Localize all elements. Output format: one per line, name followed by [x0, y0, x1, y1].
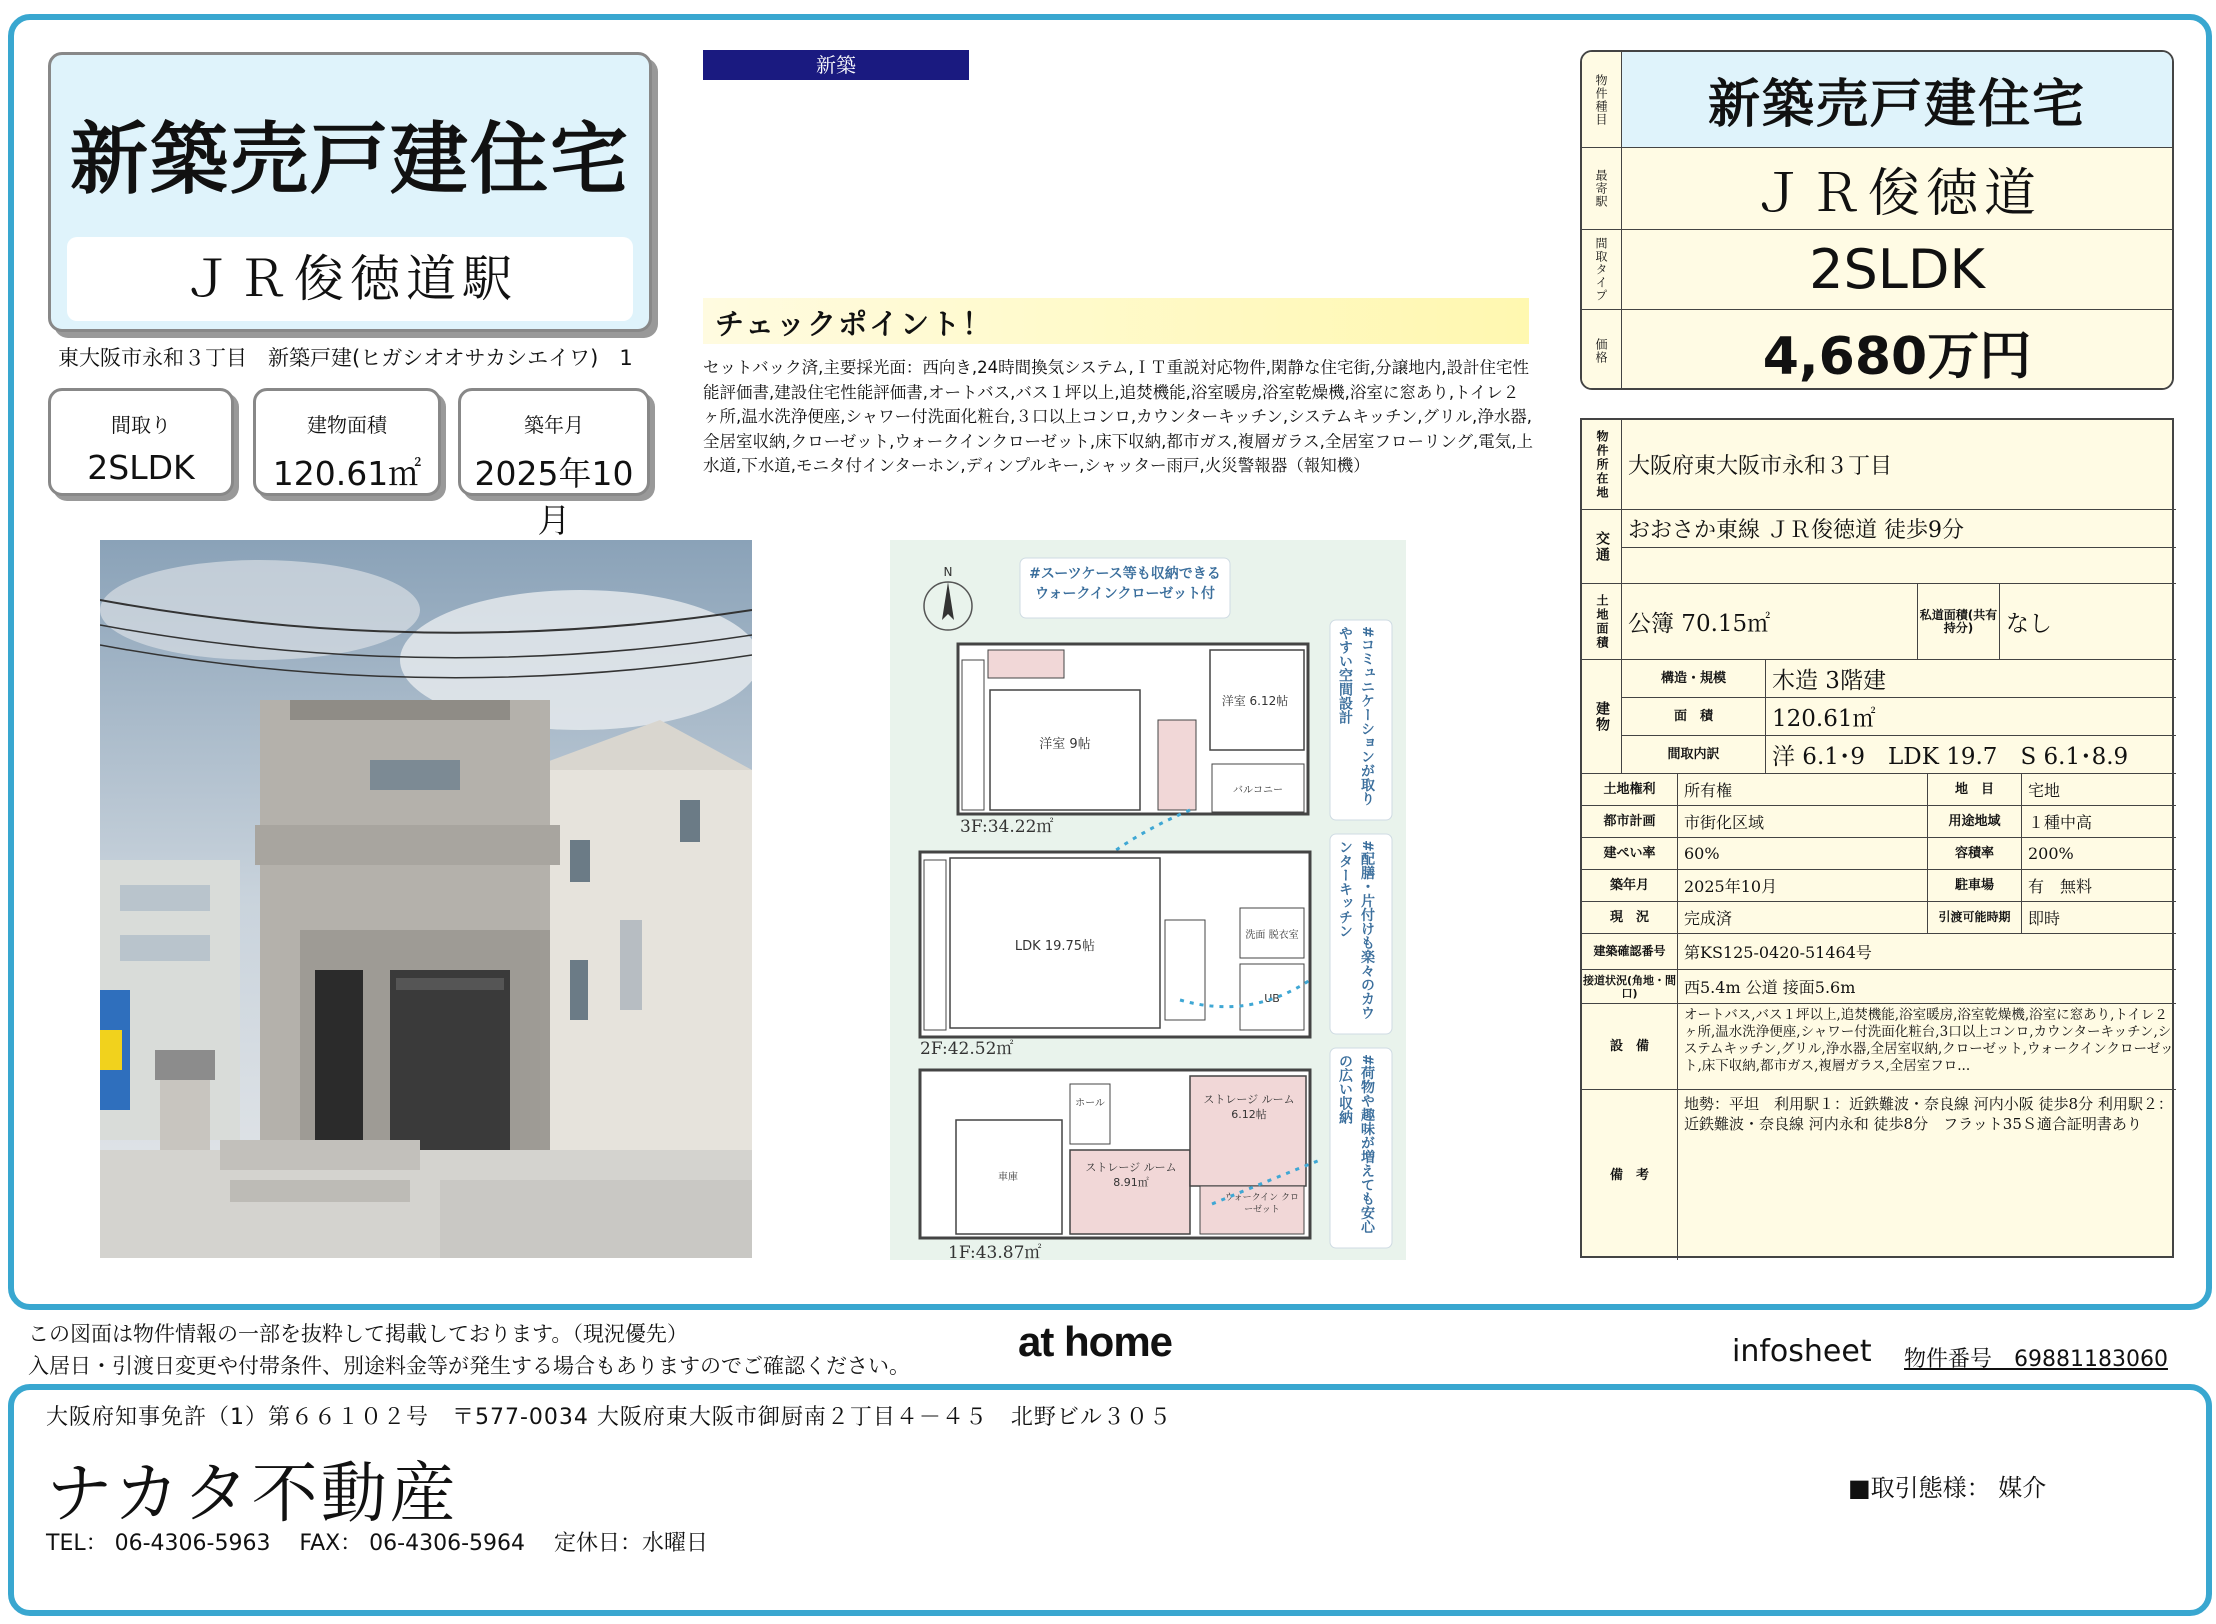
spec-built-date [458, 388, 650, 540]
floor-2f-label: 2F:42.52㎡ [920, 1039, 1014, 1059]
disclaimer-line-1: この図面は物件情報の一部を抜粋して掲載しております。（現況優先） [28, 1322, 688, 1346]
row-type [1582, 52, 2172, 148]
city-plan-label: 都市計画 [1582, 806, 1678, 838]
far-label: 容積率 [1928, 838, 2022, 870]
spec-label: 築年月 [524, 413, 584, 437]
summary-table [1580, 50, 2174, 390]
spec-value: 2025年10月 [474, 454, 634, 540]
room-3f-west: 洋室 9帖 [1039, 737, 1091, 752]
room-3f-east: 洋室 6.12帖 [1221, 694, 1289, 708]
spec-value: 120.61㎡ [272, 454, 422, 493]
walk-in-closet: ウォークイン クローゼット [1224, 1193, 1300, 1215]
private-road-label: 私道面積(共有持分) [1918, 584, 2000, 660]
land-rights-label: 土地権利 [1582, 774, 1678, 806]
type-label: 物件種目 [1582, 52, 1622, 147]
status-label: 現 況 [1582, 902, 1678, 934]
address-line: 東大阪市永和３丁目 新築戸建(ヒガシオオサカシエイワ) 1 [58, 346, 633, 370]
land-rights-value: 所有権 [1678, 774, 1928, 806]
floorplan-note-top: #スーツケース等も収納できる ウォークインクローゼット付 [1029, 566, 1221, 602]
detail-table [1580, 418, 2174, 1258]
price-label: 価格 [1582, 310, 1622, 390]
layout-value: 2SLDK [1809, 238, 1985, 301]
row-layout [1582, 230, 2172, 310]
company-name: ナカタ不動産 [46, 1455, 459, 1532]
structure-label: 構造・規模 [1622, 660, 1766, 698]
floorplan-note-2: #配膳・片付けも楽々のカウンターキッチン [1337, 840, 1375, 1020]
station-title: ＪＲ俊徳道駅 [182, 250, 518, 308]
land-category-value: 宅地 [2022, 774, 2176, 806]
station-value: ＪＲ俊徳道 [1751, 164, 2042, 224]
hall: ホール [1075, 1098, 1105, 1109]
built-value: 2025年10月 [1678, 870, 1928, 902]
area-label: 面 積 [1622, 698, 1766, 736]
parking-label: 駐車場 [1928, 870, 2022, 902]
land-value: 公簿 70.15㎡ [1622, 584, 1918, 660]
remarks-value: 地勢：平坦 利用駅１：近鉄難波・奈良線 河内小阪 徒歩8分 利用駅２：近鉄難波・奈良線 河内永和 徒歩8分 フラット35Ｓ適合証明書あり [1684, 1095, 2173, 1133]
new-badge: 新築 [703, 50, 969, 80]
infosheet-label: infosheet [1732, 1334, 1872, 1369]
floor-plan [890, 540, 1406, 1260]
handover-value: 即時 [2022, 902, 2176, 934]
built-label: 築年月 [1582, 870, 1678, 902]
spec-label: 建物面積 [307, 413, 387, 437]
balcony-3f: バルコニー [1233, 785, 1283, 796]
transport-value: おおさか東線 ＪＲ俊徳道 徒歩9分 [1622, 510, 2176, 548]
breakdown-value: 洋 6.1･9 LDK 19.7 S 6.1･8.9 [1766, 736, 2176, 774]
confirm-value: 第KS125-0420-51464号 [1678, 934, 2176, 970]
price-value: 4,680万円 [1762, 326, 2032, 387]
spec-value: 2SLDK [87, 448, 195, 487]
spec-building-area [253, 388, 441, 496]
row-station [1582, 148, 2172, 230]
city-plan-value: 市街化区域 [1678, 806, 1928, 838]
remarks-label: 備 考 [1582, 1090, 1678, 1260]
building-label: 建物 [1594, 700, 1610, 733]
type-value: 新築売戸建住宅 [1707, 75, 2086, 135]
garage: 車庫 [998, 1172, 1018, 1183]
checkpoint-header [703, 298, 1529, 344]
disclaimer-line-2: 入居日・引渡日変更や付帯条件、別途料金等が発生する場合もありますのでご確認ください。 [28, 1354, 910, 1378]
layout-label: 間取タイプ [1582, 230, 1622, 309]
storage-room-a: ストレージ ルーム 8.91㎡ [1085, 1161, 1177, 1189]
row-price [1582, 310, 2172, 390]
facilities-label: 設 備 [1582, 1004, 1678, 1090]
location-label: 物件所在地 [1595, 429, 1609, 500]
spec-layout [48, 388, 234, 496]
wash-room: 洗面 脱衣室 [1245, 930, 1299, 941]
checkpoint-text: セットバック済,主要採光面：西向き,24時間換気システム,ＩＴ重説対応物件,閑静な住宅街,分譲地内,設計住宅性能評価書,建設住宅性能評価書,オートバス,バス１坪以上,追焚機能,浴室暖房,浴室乾燥機,浴室に窓あり,トイレ２ヶ所,温水洗浄便座,シャワー付洗面化粧台,３口以上コンロ,カウンターキッチン,システムキッチン,グリル,浄水器,全居室収納,クローゼット,ウォークインクローゼット,床下収納,都市ガス,複層ガラス,全居室フローリング,電気,上水道,下水道,モニタ付インターホン,ディンプルキー,シャッター雨戸,火災警報器（報知機） [703, 358, 1533, 475]
north-label: N [943, 565, 953, 579]
floorplan-note-3: #荷物や趣味が増えても安心の広い収納 [1337, 1054, 1375, 1234]
private-road-value: なし [2000, 584, 2176, 660]
contact-line: TEL： 06-4306-5963 FAX： 06-4306-5964 定休日：水曜日 [46, 1531, 709, 1556]
status-value: 完成済 [1678, 902, 1928, 934]
coverage-value: 60% [1678, 838, 1928, 870]
storage-room-b: ストレージ ルーム 6.12帖 [1203, 1093, 1295, 1121]
zoning-label: 用途地域 [1928, 806, 2022, 838]
land-label: 土地面積 [1595, 593, 1609, 650]
floor-plan-drawing [890, 540, 1406, 1260]
floorplan-note-1: #コミュニケーションが取りやすい空間設計 [1337, 626, 1375, 806]
road-value: 西5.4m 公道 接面5.6m [1678, 970, 2176, 1004]
transport-label: 交通 [1594, 530, 1610, 563]
zoning-value: １種中高 [2022, 806, 2176, 838]
license-line: 大阪府知事免許（1）第６６１０２号 〒577-0034 大阪府東大阪市御厨南２丁目４－４５ 北野ビル３０５ [46, 1405, 1172, 1430]
station-label: 最寄駅 [1582, 148, 1622, 229]
property-number: 物件番号 69881183060 [1904, 1347, 2168, 1372]
floor-3f-label: 3F:34.22㎡ [960, 817, 1054, 837]
disclaimer [28, 1318, 910, 1382]
house-illustration [100, 540, 752, 1258]
station-box [67, 237, 633, 321]
structure-value: 木造 3階建 [1766, 660, 2176, 698]
road-label: 接道状況(角地・間口) [1582, 970, 1678, 1004]
floor-1f-label: 1F:43.87㎡ [948, 1243, 1042, 1260]
coverage-label: 建ぺい率 [1582, 838, 1678, 870]
confirm-label: 建築確認番号 [1582, 934, 1678, 970]
breakdown-label: 間取内訳 [1622, 736, 1766, 774]
location-value: 大阪府東大阪市永和３丁目 [1622, 420, 2176, 510]
exterior-photo [100, 540, 752, 1258]
far-value: 200% [2022, 838, 2176, 870]
facilities-value: オートバス,バス１坪以上,追焚機能,浴室暖房,浴室乾燥機,浴室に窓あり,トイレ２ヶ所,温水洗浄便座,シャワー付洗面化粧台,3口以上コンロ,カウンターキッチン,システムキッチン,グリル,浄水器,全居室収納,クローゼット,ウォークインクローゼット,床下収納,都市ガス,複層ガラス,全居室フロ... [1678, 1004, 2176, 1090]
transaction-type: ■取引態様： 媒介 [1848, 1474, 2047, 1502]
handover-label: 引渡可能時期 [1928, 902, 2022, 934]
title-card [48, 52, 652, 332]
area-value: 120.61㎡ [1766, 698, 2176, 736]
property-type-title: 新築売戸建住宅 [69, 115, 630, 205]
checkpoint-title: チェックポイント！ [715, 307, 994, 341]
room-ldk: LDK 19.75帖 [1014, 939, 1096, 954]
bath-room: UB [1264, 992, 1280, 1005]
spec-label: 間取り [111, 413, 171, 437]
land-category-label: 地 目 [1928, 774, 2022, 806]
athome-logo: at home [1018, 1318, 1173, 1365]
parking-value: 有 無料 [2022, 870, 2176, 902]
